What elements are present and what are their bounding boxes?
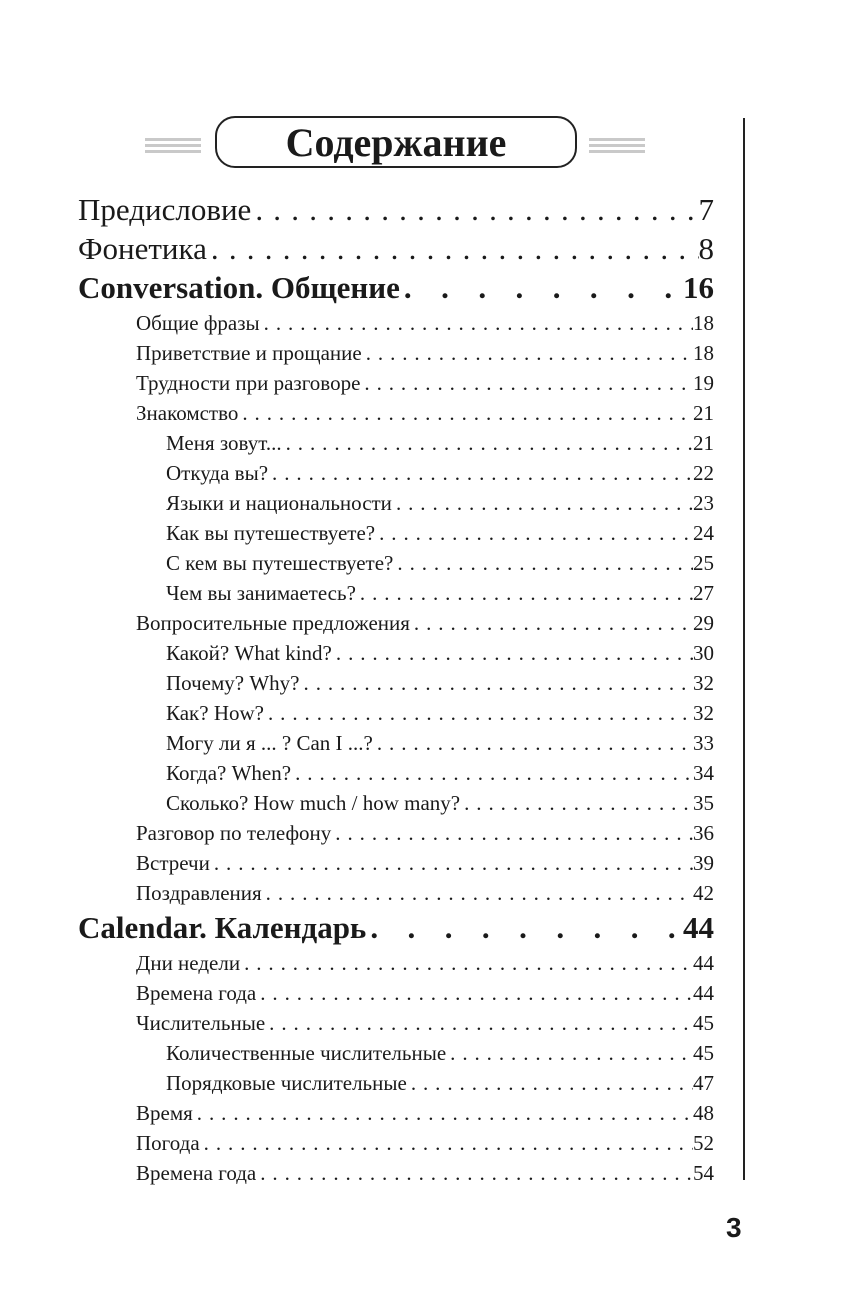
toc-entry[interactable] (78, 1068, 714, 1098)
leader-dots (410, 608, 693, 638)
entry-page: 36 (693, 821, 714, 845)
entry-page: 47 (693, 1071, 714, 1095)
entry-page: 48 (693, 1101, 714, 1125)
leader-dots (193, 1098, 693, 1128)
entry-title: Поздравления (136, 881, 262, 905)
entry-page: 7 (698, 192, 714, 227)
entry-title: Числительные (136, 1011, 266, 1035)
toc-entry[interactable] (78, 458, 714, 488)
entry-title: Приветствие и прощание (136, 341, 362, 365)
leader-dots (362, 338, 693, 368)
toc-entry[interactable] (78, 1158, 714, 1188)
entry-page: 45 (693, 1011, 714, 1035)
leader-dots (373, 728, 693, 758)
table-of-contents (78, 190, 714, 1188)
entry-page: 44 (693, 981, 714, 1005)
entry-title: Сколько? How much / how many? (166, 791, 461, 815)
leader-dots (300, 668, 693, 698)
toc-title: Содержание (215, 116, 577, 168)
leader-dots (460, 788, 693, 818)
leader-dots (200, 1128, 693, 1158)
toc-entry[interactable] (78, 1128, 714, 1158)
entry-title: Когда? When? (166, 761, 292, 785)
toc-entry[interactable] (78, 758, 714, 788)
toc-entry[interactable] (78, 398, 714, 428)
entry-page: 21 (693, 431, 714, 455)
toc-entry[interactable] (78, 848, 714, 878)
leader-dots (366, 908, 683, 948)
margin-rule (743, 118, 745, 1180)
toc-entry[interactable] (78, 578, 714, 608)
toc-entry[interactable] (78, 428, 714, 458)
entry-title: Погода (136, 1131, 200, 1155)
toc-entry[interactable] (78, 638, 714, 668)
entry-page: 33 (693, 731, 714, 755)
leader-dots (400, 268, 683, 308)
leader-dots (210, 848, 693, 878)
toc-entry[interactable] (78, 1038, 714, 1068)
entry-title: Порядковые числительные (166, 1071, 407, 1095)
toc-entry[interactable] (78, 190, 714, 229)
entry-title: Времена года (136, 981, 257, 1005)
leader-dots (360, 368, 693, 398)
entry-page: 23 (693, 491, 714, 515)
entry-page: 45 (693, 1041, 714, 1065)
leader-dots (282, 428, 693, 458)
toc-entry[interactable] (78, 488, 714, 518)
entry-page: 44 (683, 910, 714, 945)
decorative-lines-right (589, 138, 645, 156)
entry-page: 30 (693, 641, 714, 665)
toc-chapter[interactable] (78, 908, 714, 948)
entry-title: Разговор по телефону (136, 821, 332, 845)
toc-entry[interactable] (78, 1098, 714, 1128)
toc-entry[interactable] (78, 878, 714, 908)
toc-entry[interactable] (78, 368, 714, 398)
leader-dots (265, 1008, 693, 1038)
leader-dots (291, 758, 693, 788)
entry-title: Как? How? (166, 701, 264, 725)
entry-title: Conversation. Общение (78, 270, 400, 305)
entry-title: Встречи (136, 851, 210, 875)
toc-entry[interactable] (78, 548, 714, 578)
entry-title: Трудности при разговоре (136, 371, 361, 395)
entry-page: 22 (693, 461, 714, 485)
leader-dots (375, 518, 693, 548)
toc-entry[interactable] (78, 338, 714, 368)
entry-title: Чем вы занимаетесь? (166, 581, 356, 605)
toc-entry[interactable] (78, 978, 714, 1008)
entry-page: 52 (693, 1131, 714, 1155)
toc-entry[interactable] (78, 518, 714, 548)
entry-page: 44 (693, 951, 714, 975)
entry-page: 27 (693, 581, 714, 605)
entry-title: Знакомство (136, 401, 239, 425)
entry-page: 25 (693, 551, 714, 575)
toc-entry[interactable] (78, 229, 714, 268)
entry-title: Дни недели (136, 951, 241, 975)
leader-dots (207, 229, 699, 268)
leader-dots (393, 548, 693, 578)
entry-title: Время (136, 1101, 193, 1125)
entry-page: 21 (693, 401, 714, 425)
entry-page: 24 (693, 521, 714, 545)
leader-dots (268, 458, 693, 488)
entry-title: Почему? Why? (166, 671, 300, 695)
toc-chapter[interactable] (78, 268, 714, 308)
entry-page: 32 (693, 671, 714, 695)
leader-dots (264, 698, 693, 728)
toc-entry[interactable] (78, 728, 714, 758)
entry-page: 18 (693, 341, 714, 365)
entry-title: Какой? What kind? (166, 641, 332, 665)
toc-entry[interactable] (78, 788, 714, 818)
entry-title: Как вы путешествуете? (166, 521, 376, 545)
entry-title: Фонетика (78, 231, 207, 266)
entry-title: Могу ли я ... ? Can I ...? (166, 731, 373, 755)
entry-title: С кем вы путешествуете? (166, 551, 394, 575)
entry-title: Времена года (136, 1161, 257, 1185)
entry-title: Откуда вы? (166, 461, 269, 485)
entry-page: 32 (693, 701, 714, 725)
entry-title: Языки и национальности (166, 491, 392, 515)
leader-dots (407, 1068, 693, 1098)
entry-page: 39 (693, 851, 714, 875)
leader-dots (356, 578, 693, 608)
entry-title: Вопросительные предложения (136, 611, 410, 635)
toc-header (145, 116, 645, 172)
decorative-lines-left (145, 138, 201, 156)
page-number: 3 (726, 1212, 742, 1243)
entry-title: Меня зовут... (166, 431, 282, 455)
entry-page: 29 (693, 611, 714, 635)
entry-page: 19 (693, 371, 714, 395)
leader-dots (251, 190, 698, 229)
entry-title: Calendar. Календарь (78, 910, 367, 945)
leader-dots (446, 1038, 693, 1068)
leader-dots (331, 818, 693, 848)
leader-dots (392, 488, 693, 518)
toc-entry[interactable] (78, 698, 714, 728)
entry-page: 18 (693, 311, 714, 335)
toc-entry[interactable] (78, 1008, 714, 1038)
leader-dots (238, 398, 693, 428)
entry-page: 8 (698, 231, 714, 266)
toc-entry[interactable] (78, 668, 714, 698)
leader-dots (260, 308, 693, 338)
entry-page: 16 (683, 270, 714, 305)
toc-entry[interactable] (78, 948, 714, 978)
entry-title: Количественные числительные (166, 1041, 447, 1065)
toc-entry[interactable] (78, 308, 714, 338)
toc-entry[interactable] (78, 608, 714, 638)
entry-page: 54 (693, 1161, 714, 1185)
entry-page: 42 (693, 881, 714, 905)
leader-dots (240, 948, 693, 978)
entry-title: Предисловие (78, 192, 252, 227)
leader-dots (256, 1158, 693, 1188)
entry-page: 34 (693, 761, 714, 785)
leader-dots (262, 878, 693, 908)
entry-title: Общие фразы (136, 311, 260, 335)
entry-page: 35 (693, 791, 714, 815)
leader-dots (256, 978, 693, 1008)
leader-dots (332, 638, 693, 668)
toc-entry[interactable] (78, 818, 714, 848)
